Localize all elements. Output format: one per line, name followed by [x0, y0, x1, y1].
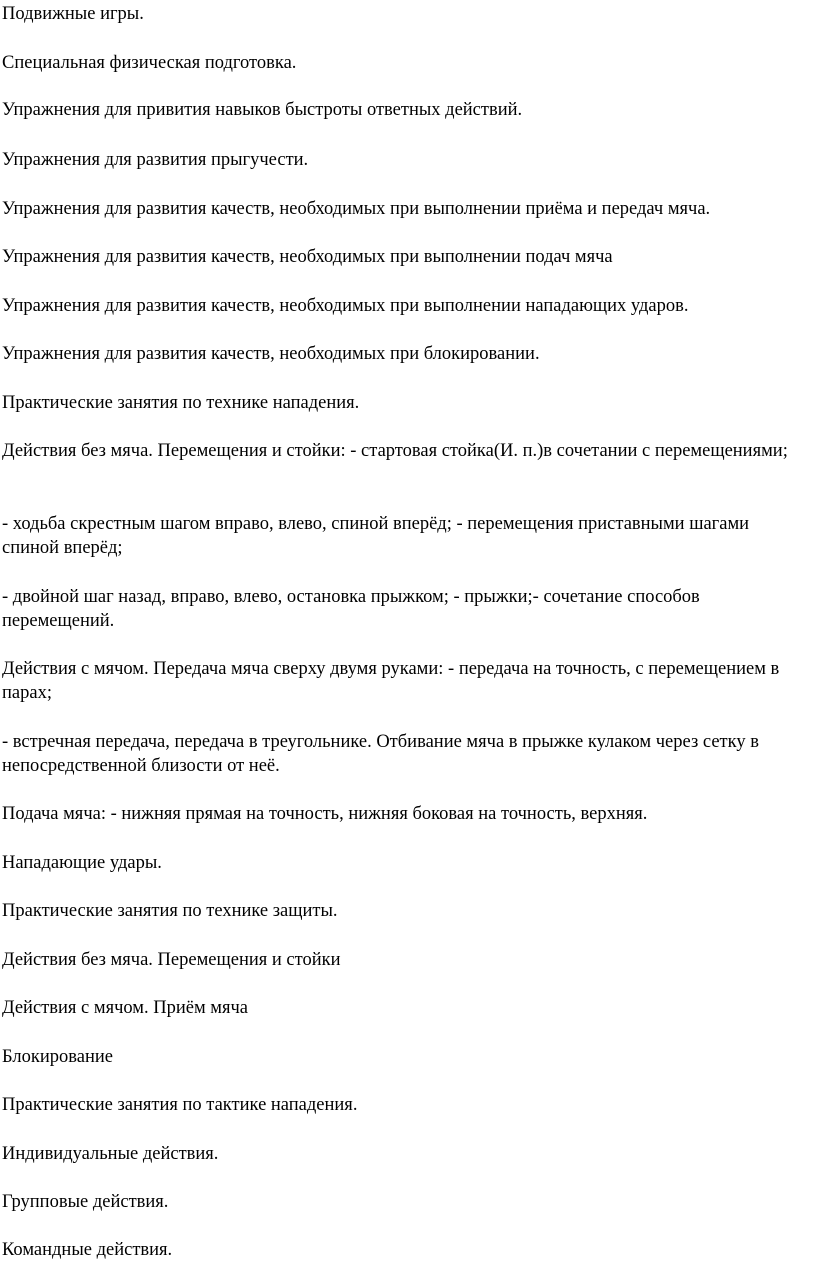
paragraph: Упражнения для развития качеств, необходимых при выполнении приёма и передач мяча.	[2, 199, 711, 219]
paragraph: - ходьба скрестным шагом вправо, влево, спиной вперёд; - перемещения приставными шагами спиной вперёд;	[2, 514, 750, 558]
paragraph: Действия с мячом. Передача мяча сверху двумя руками: - передача на точность, с перемещением в парах;	[2, 659, 780, 703]
paragraph: Действия без мяча. Перемещения и стойки	[2, 950, 341, 970]
paragraph: Подвижные игры.	[2, 4, 144, 24]
paragraph: Практические занятия по технике защиты.	[2, 901, 338, 921]
paragraph: Действия без мяча. Перемещения и стойки: - стартовая стойка(И. п.)в сочетании с перемещениями;	[2, 441, 788, 461]
paragraph: Упражнения для развития прыгучести.	[2, 150, 309, 170]
paragraph: Упражнения для развития качеств, необходимых при выполнении подач мяча	[2, 247, 613, 267]
paragraph: Практические занятия по тактике нападения.	[2, 1095, 358, 1115]
paragraph: Практические занятия по технике нападения.	[2, 393, 360, 413]
paragraph: Упражнения для развития качеств, необходимых при выполнении нападающих ударов.	[2, 296, 689, 316]
paragraph: Действия с мячом. Приём мяча	[2, 998, 249, 1018]
paragraph: Индивидуальные действия.	[2, 1144, 219, 1164]
paragraph: Командные действия.	[2, 1240, 173, 1260]
paragraph: - встречная передача, передача в треугольнике. Отбивание мяча в прыжке кулаком через сетку в непосредственной близости от неё.	[2, 732, 759, 776]
paragraph: Нападающие удары.	[2, 853, 162, 873]
paragraph: Блокирование	[2, 1047, 113, 1067]
paragraph: Упражнения для развития качеств, необходимых при блокировании.	[2, 344, 540, 364]
paragraph: Специальная физическая подготовка.	[2, 53, 297, 73]
paragraph: - двойной шаг назад, вправо, влево, остановка прыжком; - прыжки;- сочетание способов перемещений.	[2, 587, 700, 631]
paragraph: Групповые действия.	[2, 1192, 169, 1212]
paragraph: Подача мяча: - нижняя прямая на точность, нижняя боковая на точность, верхняя.	[2, 804, 648, 824]
paragraph: Упражнения для привития навыков быстроты ответных действий.	[2, 100, 523, 120]
